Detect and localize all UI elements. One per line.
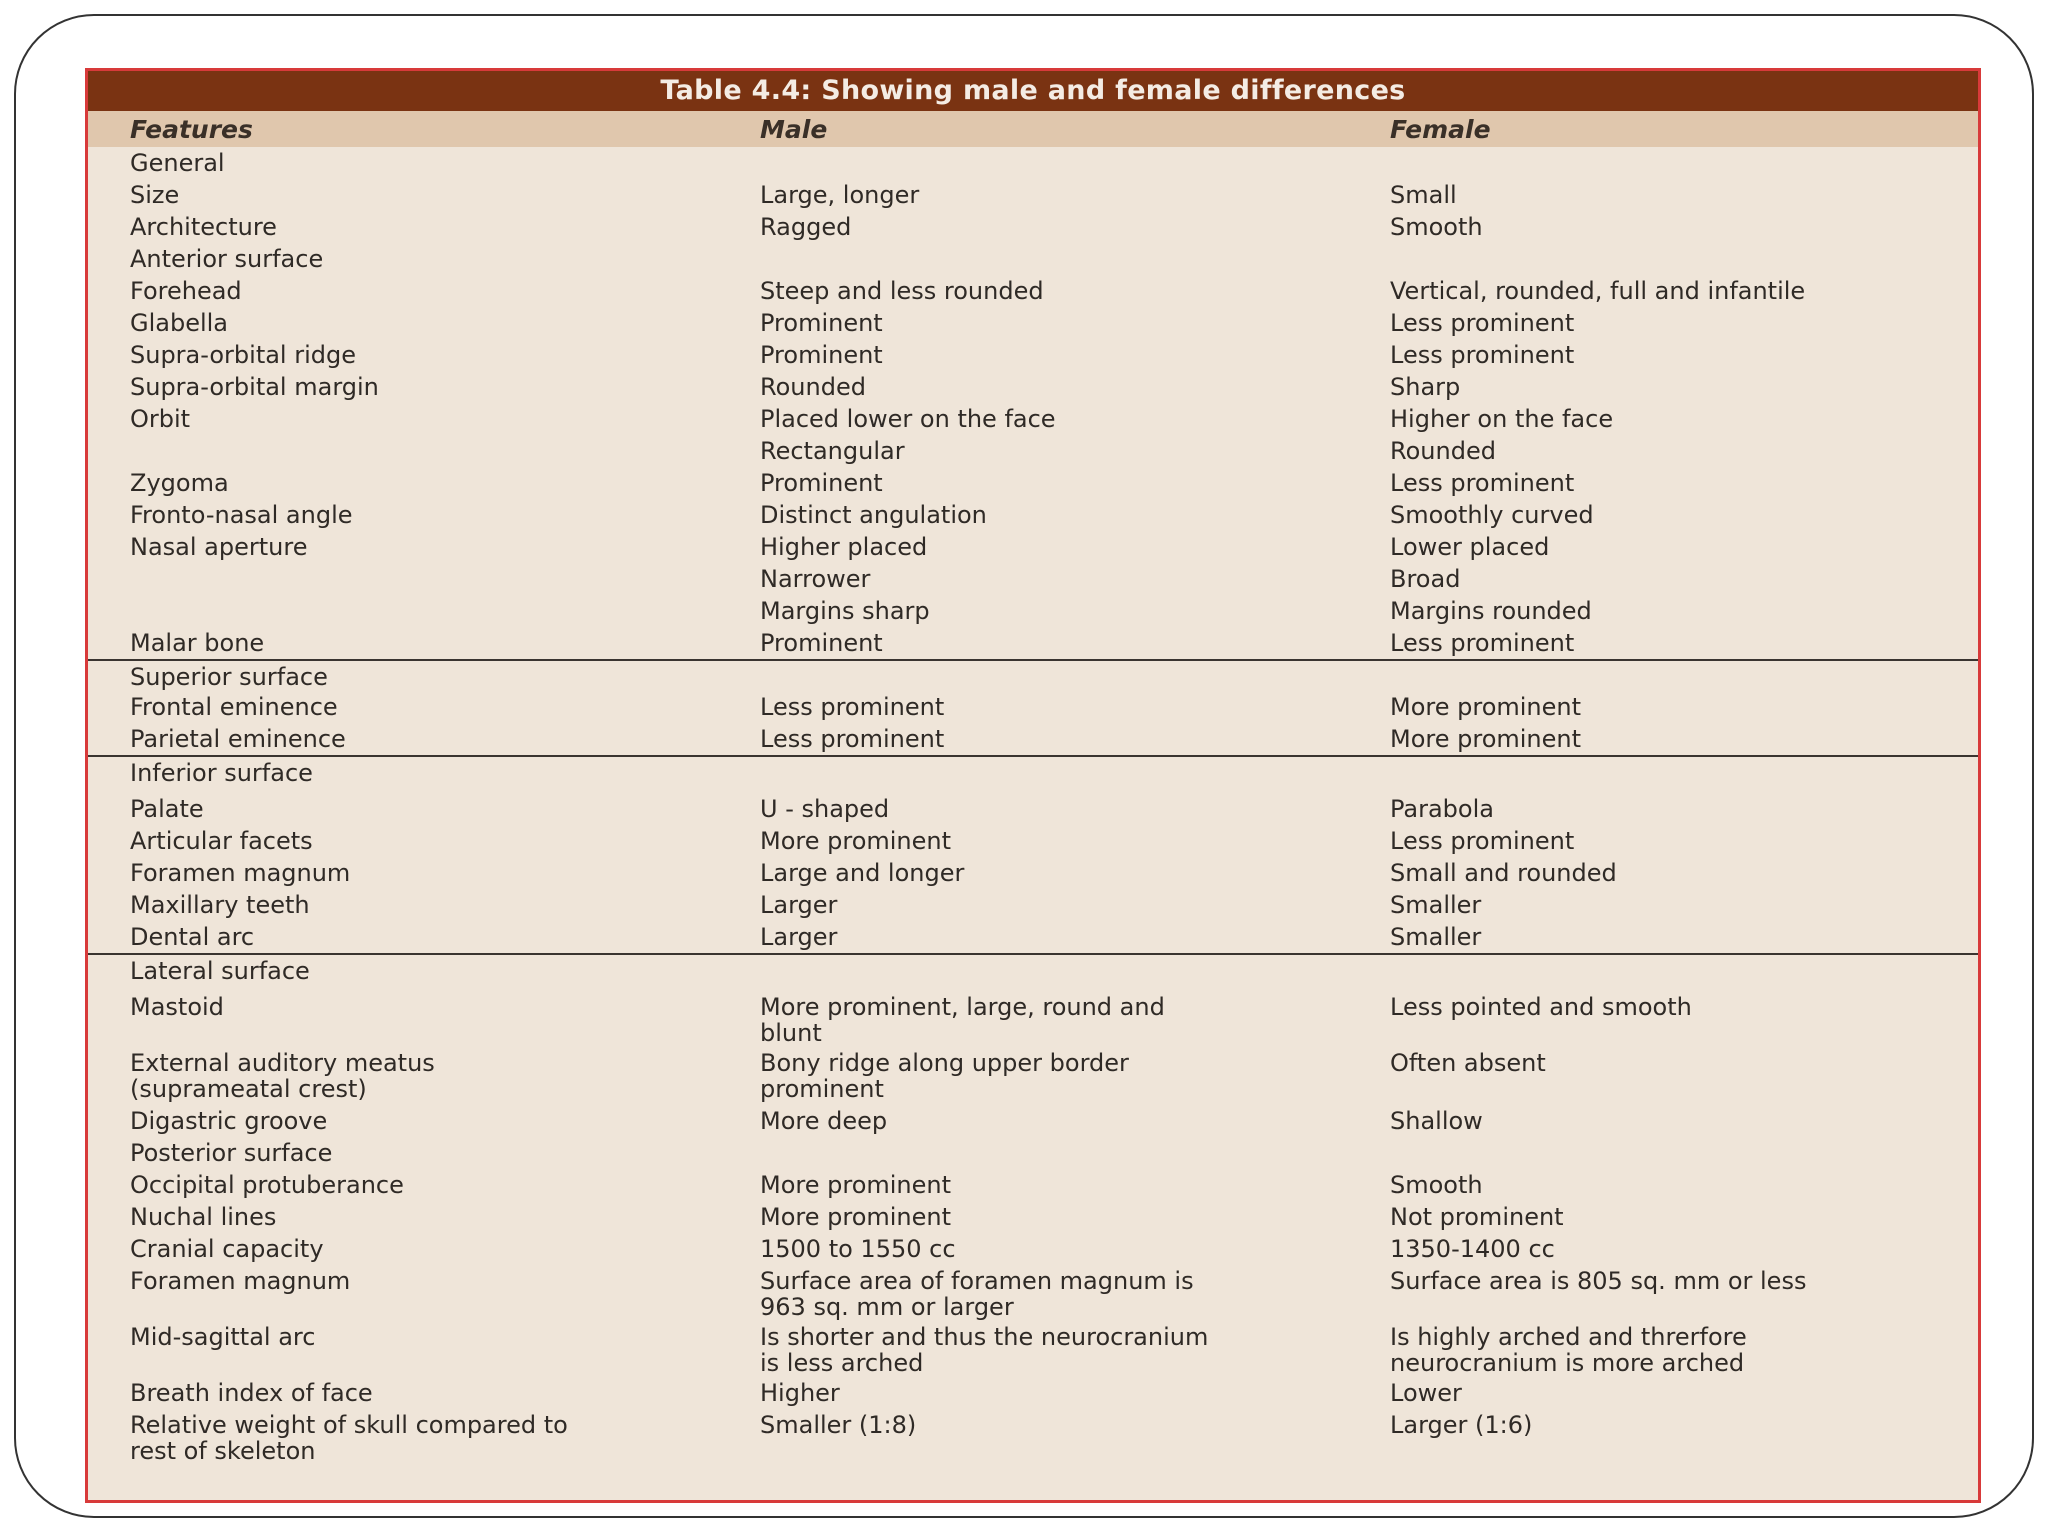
- table-row: [88, 179, 1978, 211]
- feature-cell: Foramen magnum: [130, 859, 351, 887]
- male-cell: Narrower: [760, 565, 871, 593]
- table-row: [88, 1321, 1978, 1377]
- table-row: [88, 1169, 1978, 1201]
- table-body: [88, 147, 1978, 1465]
- male-cell: Rectangular: [760, 437, 905, 465]
- female-cell: Smooth: [1390, 213, 1483, 241]
- header-female: Female: [1390, 114, 1491, 144]
- table-row: [88, 563, 1978, 595]
- table-row: [88, 991, 1978, 1047]
- male-cell: U - shaped: [760, 795, 890, 823]
- feature-cell: Cranial capacity: [130, 1235, 324, 1263]
- table-row: [88, 371, 1978, 403]
- female-cell: Vertical, rounded, full and infantile: [1390, 277, 1806, 305]
- female-cell: Smoothly curved: [1390, 501, 1594, 529]
- feature-cell: Malar bone: [130, 629, 265, 657]
- male-cell: Higher: [760, 1379, 840, 1407]
- female-cell: Smooth: [1390, 1171, 1483, 1199]
- female-cell: Less prominent: [1390, 341, 1575, 369]
- feature-cell: Inferior surface: [130, 759, 313, 787]
- feature-cell: Mid-sagittal arc: [130, 1323, 316, 1351]
- feature-cell: Nuchal lines: [130, 1203, 277, 1231]
- female-cell: Lower placed: [1390, 533, 1550, 561]
- female-cell: More prominent: [1390, 693, 1582, 721]
- table-row: [88, 889, 1978, 921]
- female-cell: Less prominent: [1390, 629, 1575, 657]
- table-row: [88, 211, 1978, 243]
- slide-frame: [14, 14, 2034, 1518]
- header-features: Features: [130, 114, 253, 144]
- female-cell: Smaller: [1390, 891, 1482, 919]
- table-row: [88, 1233, 1978, 1265]
- male-cell: Is shorter and thus the neurocranium is less arched: [760, 1323, 1209, 1377]
- table-row: [88, 1201, 1978, 1233]
- female-cell: Less prominent: [1390, 469, 1575, 497]
- table-row: [88, 691, 1978, 723]
- male-cell: Ragged: [760, 213, 852, 241]
- female-cell: Less prominent: [1390, 827, 1575, 855]
- male-cell: More prominent, large, round and blunt: [760, 993, 1165, 1047]
- female-cell: Often absent: [1390, 1049, 1546, 1077]
- feature-cell: Articular facets: [130, 827, 313, 855]
- male-cell: Less prominent: [760, 693, 945, 721]
- male-cell: More prominent: [760, 1203, 952, 1231]
- male-cell: Prominent: [760, 309, 883, 337]
- male-cell: Bony ridge along upper border prominent: [760, 1049, 1129, 1103]
- table-row: [88, 435, 1978, 467]
- female-cell: Parabola: [1390, 795, 1494, 823]
- male-cell: Margins sharp: [760, 597, 930, 625]
- feature-cell: Lateral surface: [130, 957, 310, 985]
- female-cell: Shallow: [1390, 1107, 1483, 1135]
- feature-cell: Maxillary teeth: [130, 891, 310, 919]
- female-cell: Sharp: [1390, 373, 1461, 401]
- male-cell: Less prominent: [760, 725, 945, 753]
- feature-cell: Fronto-nasal angle: [130, 501, 353, 529]
- feature-cell: General: [130, 149, 225, 177]
- feature-cell: Digastric groove: [130, 1107, 328, 1135]
- table-row: [88, 1137, 1978, 1169]
- feature-cell: Parietal eminence: [130, 725, 346, 753]
- female-cell: Higher on the face: [1390, 405, 1614, 433]
- table-row: [88, 1047, 1978, 1105]
- female-cell: Smaller: [1390, 923, 1482, 951]
- female-cell: Small and rounded: [1390, 859, 1617, 887]
- male-cell: Surface area of foramen magnum is 963 sq. mm or larger: [760, 1267, 1194, 1321]
- table-row: [88, 147, 1978, 179]
- female-cell: Broad: [1390, 565, 1461, 593]
- male-cell: More prominent: [760, 827, 952, 855]
- feature-cell: Supra-orbital ridge: [130, 341, 356, 369]
- male-cell: Rounded: [760, 373, 866, 401]
- feature-cell: Architecture: [130, 213, 277, 241]
- table-row: [88, 1105, 1978, 1137]
- male-cell: Placed lower on the face: [760, 405, 1056, 433]
- female-cell: Lower: [1390, 1379, 1462, 1407]
- table-row: [88, 275, 1978, 307]
- table-row: [88, 531, 1978, 563]
- feature-cell: Frontal eminence: [130, 693, 338, 721]
- table-row: [88, 467, 1978, 499]
- female-cell: Rounded: [1390, 437, 1496, 465]
- female-cell: Larger (1:6): [1390, 1411, 1533, 1439]
- female-cell: Is highly arched and threrfore neurocranium is more arched: [1390, 1323, 1747, 1377]
- female-cell: Less prominent: [1390, 309, 1575, 337]
- table-row: [88, 723, 1978, 755]
- table-row: [88, 825, 1978, 857]
- male-cell: More deep: [760, 1107, 888, 1135]
- feature-cell: Glabella: [130, 309, 229, 337]
- header-male: Male: [760, 114, 828, 144]
- table-row: [88, 595, 1978, 627]
- table-row: [88, 403, 1978, 435]
- feature-cell: External auditory meatus (suprameatal crest): [130, 1049, 435, 1103]
- table-row: [88, 793, 1978, 825]
- female-cell: More prominent: [1390, 725, 1582, 753]
- female-cell: Small: [1390, 181, 1457, 209]
- feature-cell: Occipital protuberance: [130, 1171, 404, 1199]
- table-row: [88, 953, 1978, 991]
- female-cell: Surface area is 805 sq. mm or less: [1390, 1267, 1807, 1295]
- male-cell: Prominent: [760, 629, 883, 657]
- comparison-table: [85, 68, 1981, 1503]
- feature-cell: Posterior surface: [130, 1139, 333, 1167]
- feature-cell: Dental arc: [130, 923, 255, 951]
- female-cell: Less pointed and smooth: [1390, 993, 1692, 1021]
- feature-cell: Relative weight of skull compared to rest of skeleton: [130, 1411, 568, 1465]
- table-row: [88, 857, 1978, 889]
- table-row: [88, 1265, 1978, 1321]
- table-row: [88, 1377, 1978, 1409]
- feature-cell: Breath index of face: [130, 1379, 373, 1407]
- table-row: [88, 627, 1978, 659]
- feature-cell: Foramen magnum: [130, 1267, 351, 1295]
- feature-cell: Nasal aperture: [130, 533, 308, 561]
- feature-cell: Supra-orbital margin: [130, 373, 379, 401]
- table-row: [88, 339, 1978, 371]
- feature-cell: Forehead: [130, 277, 242, 305]
- male-cell: Prominent: [760, 341, 883, 369]
- feature-cell: Superior surface: [130, 663, 328, 691]
- table-row: [88, 1409, 1978, 1465]
- feature-cell: Size: [130, 181, 180, 209]
- male-cell: 1500 to 1550 cc: [760, 1235, 956, 1263]
- feature-cell: Zygoma: [130, 469, 229, 497]
- table-row: [88, 755, 1978, 793]
- table-row: [88, 499, 1978, 531]
- male-cell: Large and longer: [760, 859, 965, 887]
- female-cell: Not prominent: [1390, 1203, 1564, 1231]
- male-cell: Smaller (1:8): [760, 1411, 917, 1439]
- male-cell: Larger: [760, 923, 838, 951]
- table-title: Table 4.4: Showing male and female differences: [88, 71, 1978, 111]
- female-cell: 1350-1400 cc: [1390, 1235, 1555, 1263]
- feature-cell: Palate: [130, 795, 204, 823]
- male-cell: Higher placed: [760, 533, 928, 561]
- female-cell: Margins rounded: [1390, 597, 1592, 625]
- feature-cell: Anterior surface: [130, 245, 324, 273]
- feature-cell: Orbit: [130, 405, 191, 433]
- table-row: [88, 921, 1978, 953]
- male-cell: Steep and less rounded: [760, 277, 1044, 305]
- table-row: [88, 243, 1978, 275]
- male-cell: Distinct angulation: [760, 501, 987, 529]
- male-cell: Large, longer: [760, 181, 920, 209]
- male-cell: More prominent: [760, 1171, 952, 1199]
- male-cell: Larger: [760, 891, 838, 919]
- feature-cell: Mastoid: [130, 993, 224, 1021]
- male-cell: Prominent: [760, 469, 883, 497]
- table-row: [88, 307, 1978, 339]
- table-header-row: [88, 111, 1978, 147]
- table-row: [88, 659, 1978, 691]
